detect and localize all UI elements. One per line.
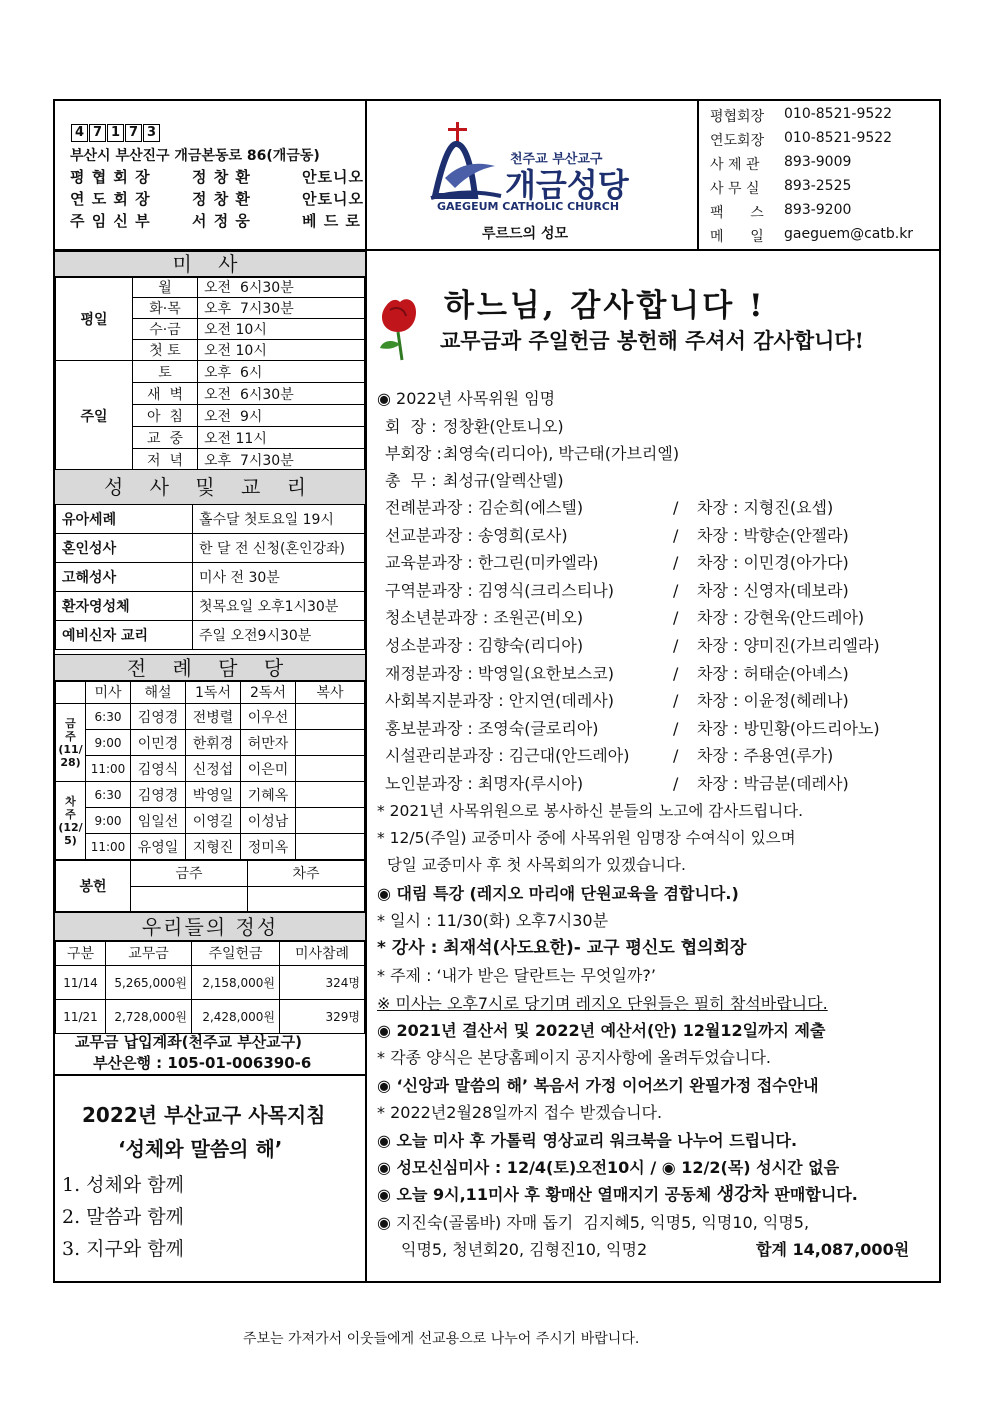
pastoral-subtitle: ‘성체와 말씀의 해’ — [118, 1137, 283, 1161]
column-divider — [365, 99, 367, 1283]
liturgy-section-title: 전 례 담 당 — [55, 654, 365, 682]
division-row: 사회복지분과장 : 안지연(데레사) / 차장 : 이윤정(헤레나) — [385, 691, 849, 711]
mass-section-title: 미 사 — [55, 251, 365, 278]
staff-list: 평 협 회 장 정 창 환 안토니오 연 도 회 장 정 창 환 안토니오 주 임 신 부 서 정 웅 베 드 로 — [70, 168, 364, 230]
division-list — [385, 494, 880, 798]
headline: 하느님, 감사합니다 ! — [444, 288, 766, 324]
council-notes: * 2021년 사목위원으로 봉사하신 분들의 노고에 감사드립니다. * 12/5(주일) 교중미사 중에 사목위원 임명장 수여식이 있으며 당일 교중미사 후 첫 사목회의가 있겠습니다. — [377, 802, 804, 874]
contact-list: 평협회장 010-8521-9522 연도회장 010-8521-9522 사 제 관 893-9009 사 무 실 893-2525 팩 스 893-9200 메 일 gaeguem@catb.kr — [710, 106, 914, 245]
division-row: 재정분과장 : 박영일(요한보스코) / 차장 : 허태순(아녜스) — [385, 663, 849, 683]
account-number: 부산은행 : 105-01-006390-6 — [93, 1054, 312, 1072]
mass-schedule: 평일 월 오전 6시30분 화·목 오후 7시30분 수·금 오전 10시 첫 토 오전 10시 주일 토 오후 6시 새 벽 오전 6시30분 아 침 오전 9시 교 중 오전 11시 저 녁 오후 7시30분 — [55, 276, 365, 471]
pastoral-item: 2. 말씀과 함께 — [62, 1206, 184, 1228]
council-title: ◉ 2022년 사목위원 임명 — [377, 389, 556, 408]
notices — [377, 880, 937, 1264]
ginger-tea-notice: ◉ 오늘 9시,11미사 후 황매산 열매지기 공동체 생강차 판매합니다. — [377, 1184, 858, 1206]
pastoral-item: 1. 성체와 함께 — [62, 1174, 184, 1196]
division-row: 노인분과장 : 최명자(루시아) / 차장 : 박금분(데레사) — [385, 773, 849, 793]
logo-name: 개금성당 — [505, 166, 629, 204]
advent-note: ※ 미사는 오후7시로 당기며 레지오 단원들은 필히 참석바랍니다. — [377, 993, 828, 1013]
division-row: 홍보분과장 : 조영숙(글로리아) / 차장 : 방민황(아드리아노) — [385, 718, 880, 738]
division-row: 청소년분과장 : 조원곤(비오) / 차장 : 강현욱(안드레아) — [385, 608, 865, 628]
division-row: 전례분과장 : 김순희(에스텔) / 차장 : 지형진(요셉) — [385, 498, 834, 517]
division-row: 성소분과장 : 김향숙(리디아) / 차장 : 양미진(가브리엘라) — [385, 635, 880, 655]
sacrament-table: 유아세례 홀수달 첫토요일 19시 혼인성사 한 달 전 신청(혼인강좌) 고해성사 미사 전 30분 환자영성체 첫목요일 오후1시30분 예비신자 교리 주일 오전9시30분 — [55, 504, 365, 650]
advent-date: * 일시 : 11/30(화) 오후7시30분 — [377, 911, 609, 931]
donation-notice: ◉ 지진숙(골롬바) 자매 돕기 김지혜5, 익명5, 익명10, 익명5, — [377, 1212, 810, 1232]
flower-offering-table: 봉헌 금주 차주 — [55, 860, 365, 912]
zip-code: 4 7 1 7 3 — [71, 124, 160, 142]
contacts-divider — [697, 99, 699, 249]
offering-section-title: 우리들의 정성 — [55, 912, 365, 942]
pastoral-item: 3. 지구와 함께 — [62, 1238, 184, 1260]
logo-english: GAEGEUM CATHOLIC CHURCH — [437, 200, 620, 213]
footer-note: 주보는 가져가서 이웃들에게 선교용으로 나누어 주시기 바랍니다. — [243, 1331, 640, 1347]
budget-notice: ◉ 2021년 결산서 및 2022년 예산서(안) 12월12일까지 제출 — [377, 1021, 826, 1041]
liturgy-table: 미사 해설 1독서 2독서 복사 금 주 (11/ 28) 6:30 김영경 전병렬 이우선 9:00 이민경 한휘경 허만자 11:00 김영식 신정섭 이은미 차 주 (12/ 5) 6:30 김영경 박영일 기혜옥 9:00 임일선 이영길 이성남 11:00 유영일 지형진 정미옥 — [55, 680, 365, 860]
pastoral-divider — [53, 1074, 366, 1076]
church-address: 부산시 부산진구 개금본동로 86(개금동) — [70, 148, 320, 164]
offering-table: 구분 교무금 주일헌금 미사참례 11/14 5,265,000원 2,158,000원 324명 11/21 2,728,000원 2,428,000원 329명 — [55, 940, 365, 1034]
budget-note: * 각종 양식은 본당홈페이지 공지사항에 올려두었습니다. — [377, 1048, 772, 1068]
workbook-notice: ◉ 오늘 미사 후 가톨릭 영상교리 워크북을 나누어 드립니다. — [377, 1130, 798, 1150]
subhead: 교무금과 주일헌금 봉헌해 주셔서 감사합니다! — [440, 328, 864, 353]
advent-topic: * 주제 : ‘내가 받은 달란트는 무엇일까?’ — [377, 966, 656, 986]
parish-patron: 루르드의 성모 — [482, 226, 569, 242]
pastoral-title: 2022년 부산교구 사목지침 — [82, 1103, 326, 1127]
sacrament-section-title: 성 사 및 교 리 — [55, 469, 365, 505]
division-row: 교육분과장 : 한그린(미카엘라) / 차장 : 이민경(아가다) — [385, 553, 849, 573]
division-row: 선교분과장 : 송영희(로사) / 차장 : 박향순(안젤라) — [385, 525, 849, 545]
logo-diocese: 천주교 부산교구 — [510, 152, 603, 167]
division-row: 구역분과장 : 김영식(크리스티나) / 차장 : 신영자(데보라) — [385, 580, 849, 600]
bible-note: * 2022년2월28일까지 접수 받겠습니다. — [377, 1103, 663, 1123]
division-row: 시설관리분과장 : 김근대(안드레아) / 차장 : 주용연(루가) — [385, 746, 834, 766]
donation-names: 익명5, 청년회20, 김형진10, 익명2 합계 14,087,000원 — [401, 1240, 910, 1260]
mary-mass-notice: ◉ 성모신심미사 : 12/4(토)오전10시 / ◉ 12/2(목) 성시간 없음 — [377, 1158, 840, 1178]
account-title: 교무금 납입계좌(천주교 부산교구) — [75, 1033, 303, 1051]
advent-title: ◉ 대림 특강 (레지오 마리애 단원교육을 겸합니다.) — [377, 884, 739, 903]
rose-image — [372, 292, 424, 362]
advent-speaker: * 강사 : 최재석(사도요한)- 교구 평신도 협의회장 — [377, 937, 747, 958]
bible-notice: ◉ ‘신앙과 말씀의 해’ 복음서 가정 이어쓰기 완필가정 접수안내 — [377, 1075, 819, 1095]
officer-list: 회 장 : 정창환(안토니오) 부회장 : 최영숙(리디아), 박근태(가브리엘) 총 무 : 최성규(알렉산델) — [385, 417, 680, 490]
